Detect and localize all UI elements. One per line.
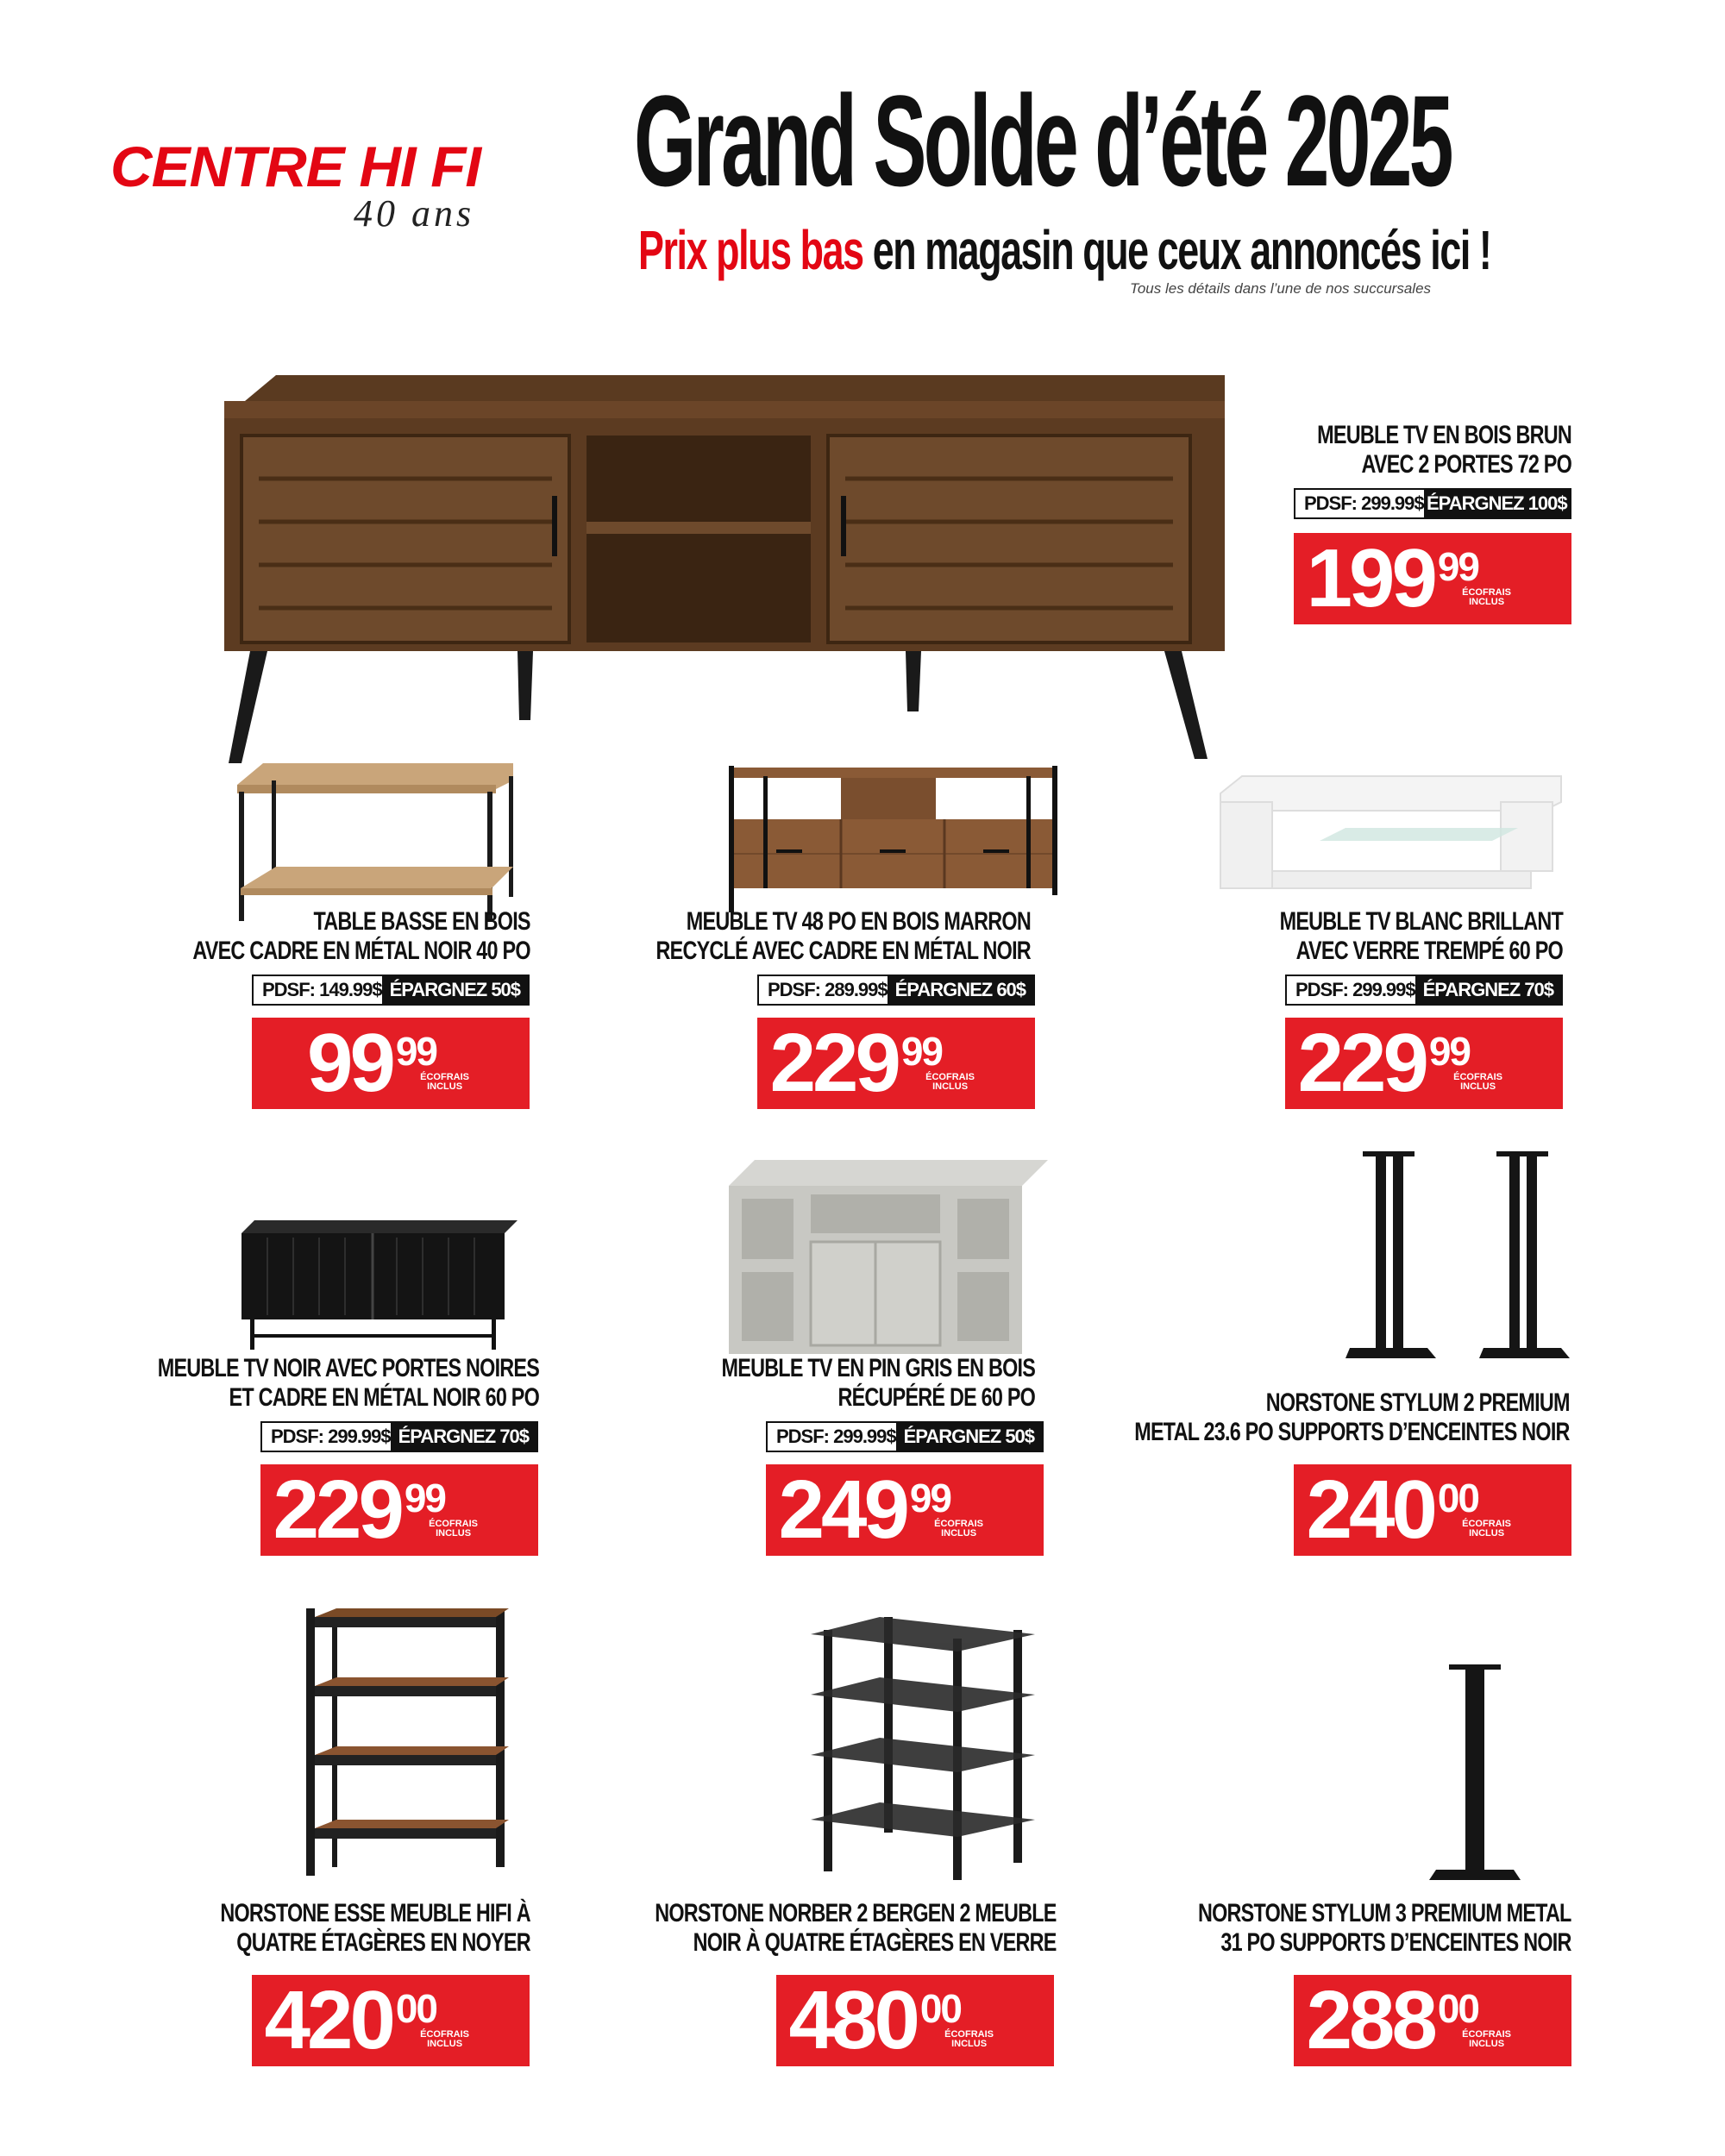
pdsf-label: PDSF: 149.99$: [254, 976, 382, 1004]
eco-fee-label: ÉCOFRAIS INCLUS: [429, 1519, 478, 1539]
product-title: NORSTONE ESSE MEUBLE HIFI À QUATRE ÉTAGÈRES EN NOYER: [220, 1899, 530, 1957]
pdsf-label: PDSF: 299.99$: [1287, 976, 1415, 1004]
price: 229 99: [1297, 1017, 1470, 1109]
price-box: [1294, 533, 1571, 624]
savings-badge: ÉPARGNEZ 100$: [1424, 490, 1570, 517]
product-title: MEUBLE TV BLANC BRILLANT AVEC VERRE TREMPÉ 60 PO: [1279, 907, 1563, 965]
pdsf-label: PDSF: 299.99$: [1295, 490, 1424, 517]
product-image-tv-stand-grey: [729, 1160, 1048, 1358]
product-image-coffee-table: [229, 759, 522, 931]
pdsf-row: [757, 975, 1035, 1006]
product-image-speaker-stands-pair: [1346, 1151, 1596, 1367]
pdsf-label: PDSF: 289.99$: [759, 976, 888, 1004]
pdsf-label: PDSF: 299.99$: [262, 1423, 391, 1451]
brand-name: CENTRE HI FI: [110, 135, 481, 198]
pdsf-row: [252, 975, 530, 1006]
price: 229 99: [273, 1463, 445, 1556]
price: 240 00: [1306, 1463, 1478, 1556]
price: 199 99: [1306, 532, 1478, 624]
pdsf-row: [1285, 975, 1563, 1006]
eco-fee-label: ÉCOFRAIS INCLUS: [934, 1519, 983, 1539]
price: 249 99: [778, 1463, 950, 1556]
product-image-hifi-rack-walnut: [298, 1608, 522, 1876]
price-box: [766, 1464, 1044, 1556]
eco-fee-label: ÉCOFRAIS INCLUS: [944, 2029, 994, 2049]
product-title: MEUBLE TV EN PIN GRIS EN BOIS RÉCUPÉRÉ DE 60 PO: [721, 1354, 1035, 1412]
pdsf-row: [766, 1421, 1044, 1452]
product-title: TABLE BASSE EN BOIS AVEC CADRE EN MÉTAL NOIR 40 PO: [192, 907, 530, 965]
subline-text: en magasin que ceux annoncés ici !: [862, 219, 1491, 281]
price: 420 00: [264, 1974, 436, 2066]
savings-badge: ÉPARGNEZ 50$: [382, 976, 528, 1004]
pdsf-row: [260, 1421, 538, 1452]
product-image-speaker-stand-single: [1427, 1664, 1522, 1889]
product-title: MEUBLE TV EN BOIS BRUN AVEC 2 PORTES 72 PO: [1317, 421, 1571, 479]
savings-badge: ÉPARGNEZ 50$: [896, 1423, 1042, 1451]
price: 480 00: [788, 1974, 961, 2066]
brand-logo: [110, 135, 524, 235]
savings-badge: ÉPARGNEZ 60$: [888, 976, 1033, 1004]
pdsf-row: [1294, 488, 1571, 519]
product-title: MEUBLE TV 48 PO EN BOIS MARRON RECYCLÉ AVEC CADRE EN MÉTAL NOIR: [656, 907, 1031, 965]
price-box: [1285, 1018, 1563, 1109]
price: 288 00: [1306, 1974, 1478, 2066]
price-box: [252, 1018, 530, 1109]
product-image-tv-stand-recycled: [729, 750, 1065, 923]
price-box: [776, 1975, 1054, 2066]
pdsf-label: PDSF: 299.99$: [768, 1423, 896, 1451]
page-headline: Grand Solde d’été 2025: [634, 68, 1451, 213]
eco-fee-label: ÉCOFRAIS INCLUS: [925, 1072, 975, 1092]
eco-fee-label: ÉCOFRAIS INCLUS: [1462, 587, 1511, 607]
price-box: [1294, 1464, 1571, 1556]
fineprint: Tous les détails dans l’une de nos succursales: [1130, 280, 1432, 297]
price-box: [252, 1975, 530, 2066]
eco-fee-label: ÉCOFRAIS INCLUS: [420, 2029, 469, 2049]
product-title: NORSTONE NORBER 2 BERGEN 2 MEUBLE NOIR À QUATRE ÉTAGÈRES EN VERRE: [655, 1899, 1057, 1957]
eco-fee-label: ÉCOFRAIS INCLUS: [420, 1072, 469, 1092]
product-title: NORSTONE STYLUM 2 PREMIUM METAL 23.6 PO SUPPORTS D’ENCEINTES NOIR: [1134, 1388, 1570, 1446]
product-image-tv-stand-white: [1216, 759, 1570, 906]
price-box: [757, 1018, 1035, 1109]
price-box: [260, 1464, 538, 1556]
product-title: NORSTONE STYLUM 3 PREMIUM METAL 31 PO SUPPORTS D’ENCEINTES NOIR: [1198, 1899, 1571, 1957]
product-image-hifi-rack-glass: [802, 1613, 1044, 1889]
eco-fee-label: ÉCOFRAIS INCLUS: [1462, 2029, 1511, 2049]
savings-badge: ÉPARGNEZ 70$: [391, 1423, 536, 1451]
eco-fee-label: ÉCOFRAIS INCLUS: [1462, 1519, 1511, 1539]
price: 99 99: [307, 1017, 436, 1109]
page-subline: [638, 219, 1491, 281]
savings-badge: ÉPARGNEZ 70$: [1415, 976, 1561, 1004]
product-image-tv-stand-brown: [207, 367, 1233, 763]
price: 229 99: [769, 1017, 942, 1109]
brand-anniversary: 40 ans: [354, 192, 475, 235]
price-box: [1294, 1975, 1571, 2066]
subline-highlight: Prix plus bas: [638, 219, 863, 281]
product-title: MEUBLE TV NOIR AVEC PORTES NOIRES ET CADRE EN MÉTAL NOIR 60 PO: [157, 1354, 539, 1412]
eco-fee-label: ÉCOFRAIS INCLUS: [1453, 1072, 1502, 1092]
product-image-tv-stand-black: [242, 1220, 518, 1350]
